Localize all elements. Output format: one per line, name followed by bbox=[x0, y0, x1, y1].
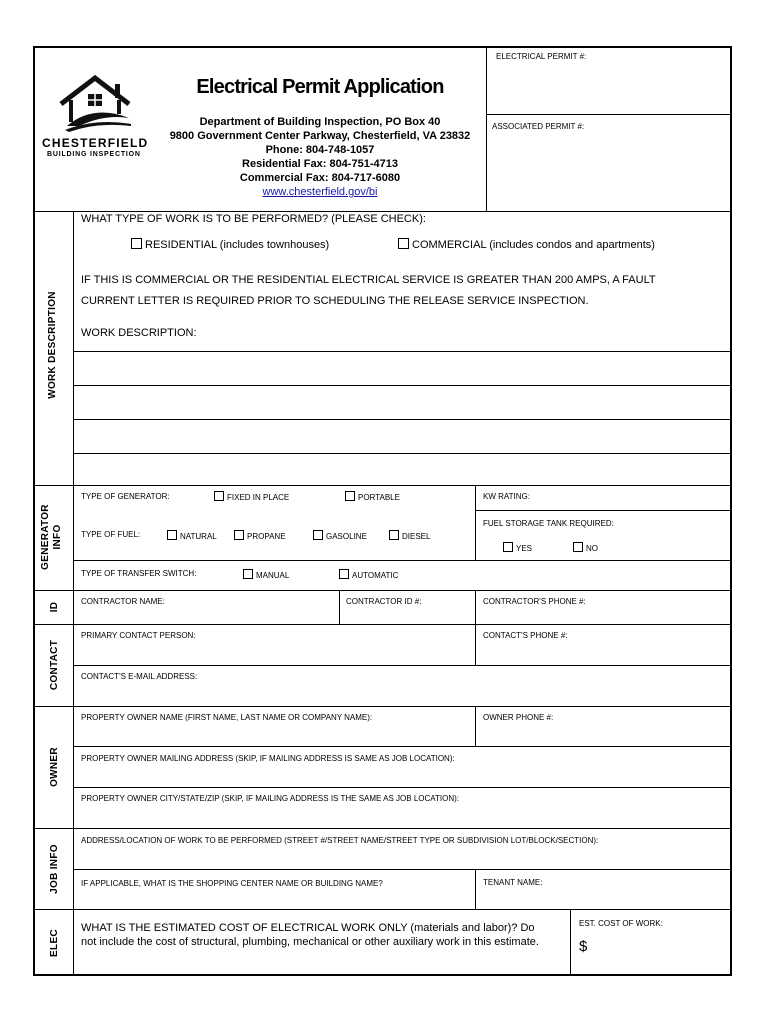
contractor-id-label: CONTRACTOR ID #: bbox=[346, 597, 422, 606]
automatic-checkbox[interactable] bbox=[339, 569, 398, 580]
fault-current-notice-line-1: IF THIS IS COMMERCIAL OR THE RESIDENTIAL ELECTRICAL SERVICE IS GREATER THAN 200 AMPS, A FAULT bbox=[81, 274, 656, 286]
owner-mailing-field[interactable] bbox=[75, 764, 729, 786]
generator-label: GENERATOR bbox=[40, 504, 51, 570]
owner-mailing-label: PROPERTY OWNER MAILING ADDRESS (SKIP, IF MAILING ADDRESS IS SAME AS JOB LOCATION): bbox=[81, 754, 455, 763]
tank-no-checkbox[interactable] bbox=[573, 542, 598, 553]
diesel-label: DIESEL bbox=[402, 532, 431, 541]
section-label-elec: ELEC bbox=[49, 929, 60, 957]
generator-type-label: TYPE OF GENERATOR: bbox=[81, 492, 170, 501]
est-cost-field[interactable] bbox=[592, 936, 728, 972]
owner-name-field[interactable] bbox=[75, 723, 473, 745]
manual-label: MANUAL bbox=[256, 571, 290, 580]
primary-contact-label: PRIMARY CONTACT PERSON: bbox=[81, 631, 196, 640]
fuel-type-label: TYPE OF FUEL: bbox=[81, 530, 141, 539]
owner-city-field[interactable] bbox=[75, 804, 729, 827]
checkbox-icon bbox=[167, 530, 177, 540]
gasoline-label: GASOLINE bbox=[326, 532, 367, 541]
primary-contact-field[interactable] bbox=[75, 641, 473, 664]
fixed-in-place-checkbox[interactable] bbox=[214, 491, 289, 502]
work-description-label: WORK DESCRIPTION: bbox=[81, 327, 197, 339]
owner-phone-field[interactable] bbox=[477, 723, 728, 745]
tank-yes-checkbox[interactable] bbox=[503, 542, 532, 553]
section-label-id: ID bbox=[49, 601, 60, 613]
electrical-permit-label: ELECTRICAL PERMIT #: bbox=[496, 52, 587, 61]
section-label-work-description: WORK DESCRIPTION bbox=[47, 291, 58, 399]
no-label: NO bbox=[586, 544, 598, 553]
commercial-checkbox[interactable] bbox=[398, 238, 655, 251]
logo-line-2: BUILDING INSPECTION bbox=[47, 151, 141, 158]
currency-symbol: $ bbox=[579, 938, 588, 955]
website-link[interactable]: www.chesterfield.gov/bi bbox=[262, 186, 378, 198]
contractor-id-field[interactable] bbox=[341, 606, 473, 623]
checkbox-icon bbox=[345, 491, 355, 501]
section-label-job-info: JOB INFO bbox=[49, 844, 60, 894]
house-logo-icon bbox=[55, 74, 135, 134]
work-type-question: WHAT TYPE OF WORK IS TO BE PERFORMED? (PLEASE CHECK): bbox=[81, 213, 426, 225]
checkbox-icon bbox=[398, 238, 409, 249]
natural-checkbox[interactable] bbox=[167, 530, 217, 541]
fuel-tank-label: FUEL STORAGE TANK REQUIRED: bbox=[483, 519, 614, 528]
shopping-center-field[interactable] bbox=[75, 889, 473, 908]
contractor-phone-field[interactable] bbox=[477, 606, 728, 623]
fault-current-notice-line-2: CURRENT LETTER IS REQUIRED PRIOR TO SCHEDULING THE RELEASE SERVICE INSPECTION. bbox=[81, 295, 589, 307]
checkbox-icon bbox=[313, 530, 323, 540]
info-label: INFO bbox=[52, 524, 63, 550]
tenant-name-field[interactable] bbox=[477, 889, 728, 908]
contractor-name-field[interactable] bbox=[75, 606, 337, 623]
natural-label: NATURAL bbox=[180, 532, 217, 541]
checkbox-icon bbox=[234, 530, 244, 540]
commercial-label: COMMERCIAL (includes condos and apartments) bbox=[412, 239, 655, 251]
checkbox-icon bbox=[214, 491, 224, 501]
yes-label: YES bbox=[516, 544, 533, 553]
checkbox-icon bbox=[339, 569, 349, 579]
address-line: 9800 Government Center Parkway, Chesterfield, VA 23832 bbox=[169, 130, 471, 142]
cost-question-line-2: not include the cost of structural, plumbing, mechanical or other auxiliary work in this estimate. bbox=[81, 936, 539, 948]
work-description-field-3[interactable] bbox=[75, 387, 729, 418]
contact-email-field[interactable] bbox=[75, 682, 729, 705]
gasoline-checkbox[interactable] bbox=[313, 530, 367, 541]
propane-label: PROPANE bbox=[247, 532, 286, 541]
contact-phone-label: CONTACT'S PHONE #: bbox=[483, 631, 568, 640]
electrical-permit-field[interactable] bbox=[488, 64, 728, 112]
transfer-switch-label: TYPE OF TRANSFER SWITCH: bbox=[81, 569, 197, 578]
associated-permit-field[interactable] bbox=[488, 134, 728, 208]
portable-label: PORTABLE bbox=[358, 493, 400, 502]
phone-line: Phone: 804-748-1057 bbox=[265, 144, 375, 156]
checkbox-icon bbox=[573, 542, 583, 552]
department-line: Department of Building Inspection, PO Box 40 bbox=[199, 116, 441, 128]
residential-checkbox[interactable] bbox=[131, 238, 329, 251]
contact-phone-field[interactable] bbox=[477, 641, 728, 664]
contractor-phone-label: CONTRACTOR'S PHONE #: bbox=[483, 597, 586, 606]
contact-email-label: CONTACT'S E-MAIL ADDRESS: bbox=[81, 672, 198, 681]
section-label-contact: CONTACT bbox=[49, 639, 60, 691]
residential-label: RESIDENTIAL (includes townhouses) bbox=[145, 239, 330, 251]
residential-fax-line: Residential Fax: 804-751-4713 bbox=[242, 158, 398, 170]
diesel-checkbox[interactable] bbox=[389, 530, 430, 541]
checkbox-icon bbox=[389, 530, 399, 540]
job-location-label: ADDRESS/LOCATION OF WORK TO BE PERFORMED (STREET #/STREET NAME/STREET TYPE OR SUBDIVISION LOT/BLOCK/SECTION): bbox=[81, 836, 599, 845]
work-description-field-5[interactable] bbox=[75, 455, 729, 484]
section-label-generator-info bbox=[40, 504, 64, 570]
tenant-name-label: TENANT NAME: bbox=[483, 878, 543, 887]
work-description-field-1[interactable] bbox=[200, 322, 728, 350]
owner-phone-label: OWNER PHONE #: bbox=[483, 713, 554, 722]
form-title: Electrical Permit Application bbox=[196, 76, 444, 98]
logo-line-1: CHESTERFIELD bbox=[42, 136, 149, 150]
propane-checkbox[interactable] bbox=[234, 530, 286, 541]
owner-name-label: PROPERTY OWNER NAME (FIRST NAME, LAST NAME OR COMPANY NAME): bbox=[81, 713, 373, 722]
contractor-name-label: CONTRACTOR NAME: bbox=[81, 597, 165, 606]
section-label-owner: OWNER bbox=[49, 747, 60, 787]
work-description-field-4[interactable] bbox=[75, 421, 729, 452]
kw-rating-label: KW RATING: bbox=[483, 492, 530, 501]
manual-checkbox[interactable] bbox=[243, 569, 289, 580]
checkbox-icon bbox=[131, 238, 142, 249]
shopping-center-label: IF APPLICABLE, WHAT IS THE SHOPPING CENTER NAME OR BUILDING NAME? bbox=[81, 879, 383, 888]
checkbox-icon bbox=[503, 542, 513, 552]
checkbox-icon bbox=[243, 569, 253, 579]
automatic-label: AUTOMATIC bbox=[352, 571, 399, 580]
commercial-fax-line: Commercial Fax: 804-717-6080 bbox=[239, 172, 401, 184]
job-location-field[interactable] bbox=[75, 846, 729, 868]
associated-permit-label: ASSOCIATED PERMIT #: bbox=[492, 122, 585, 131]
cost-question-line-1: WHAT IS THE ESTIMATED COST OF ELECTRICAL WORK ONLY (materials and labor)? Do bbox=[81, 922, 535, 934]
est-cost-label: EST. COST OF WORK: bbox=[579, 919, 663, 928]
portable-checkbox[interactable] bbox=[345, 491, 400, 502]
work-description-field-2[interactable] bbox=[75, 353, 729, 384]
fixed-in-place-label: FIXED IN PLACE bbox=[227, 493, 290, 502]
owner-city-label: PROPERTY OWNER CITY/STATE/ZIP (SKIP, IF MAILING ADDRESS IS THE SAME AS JOB LOCATION): bbox=[81, 794, 460, 803]
kw-rating-field[interactable] bbox=[535, 487, 728, 509]
